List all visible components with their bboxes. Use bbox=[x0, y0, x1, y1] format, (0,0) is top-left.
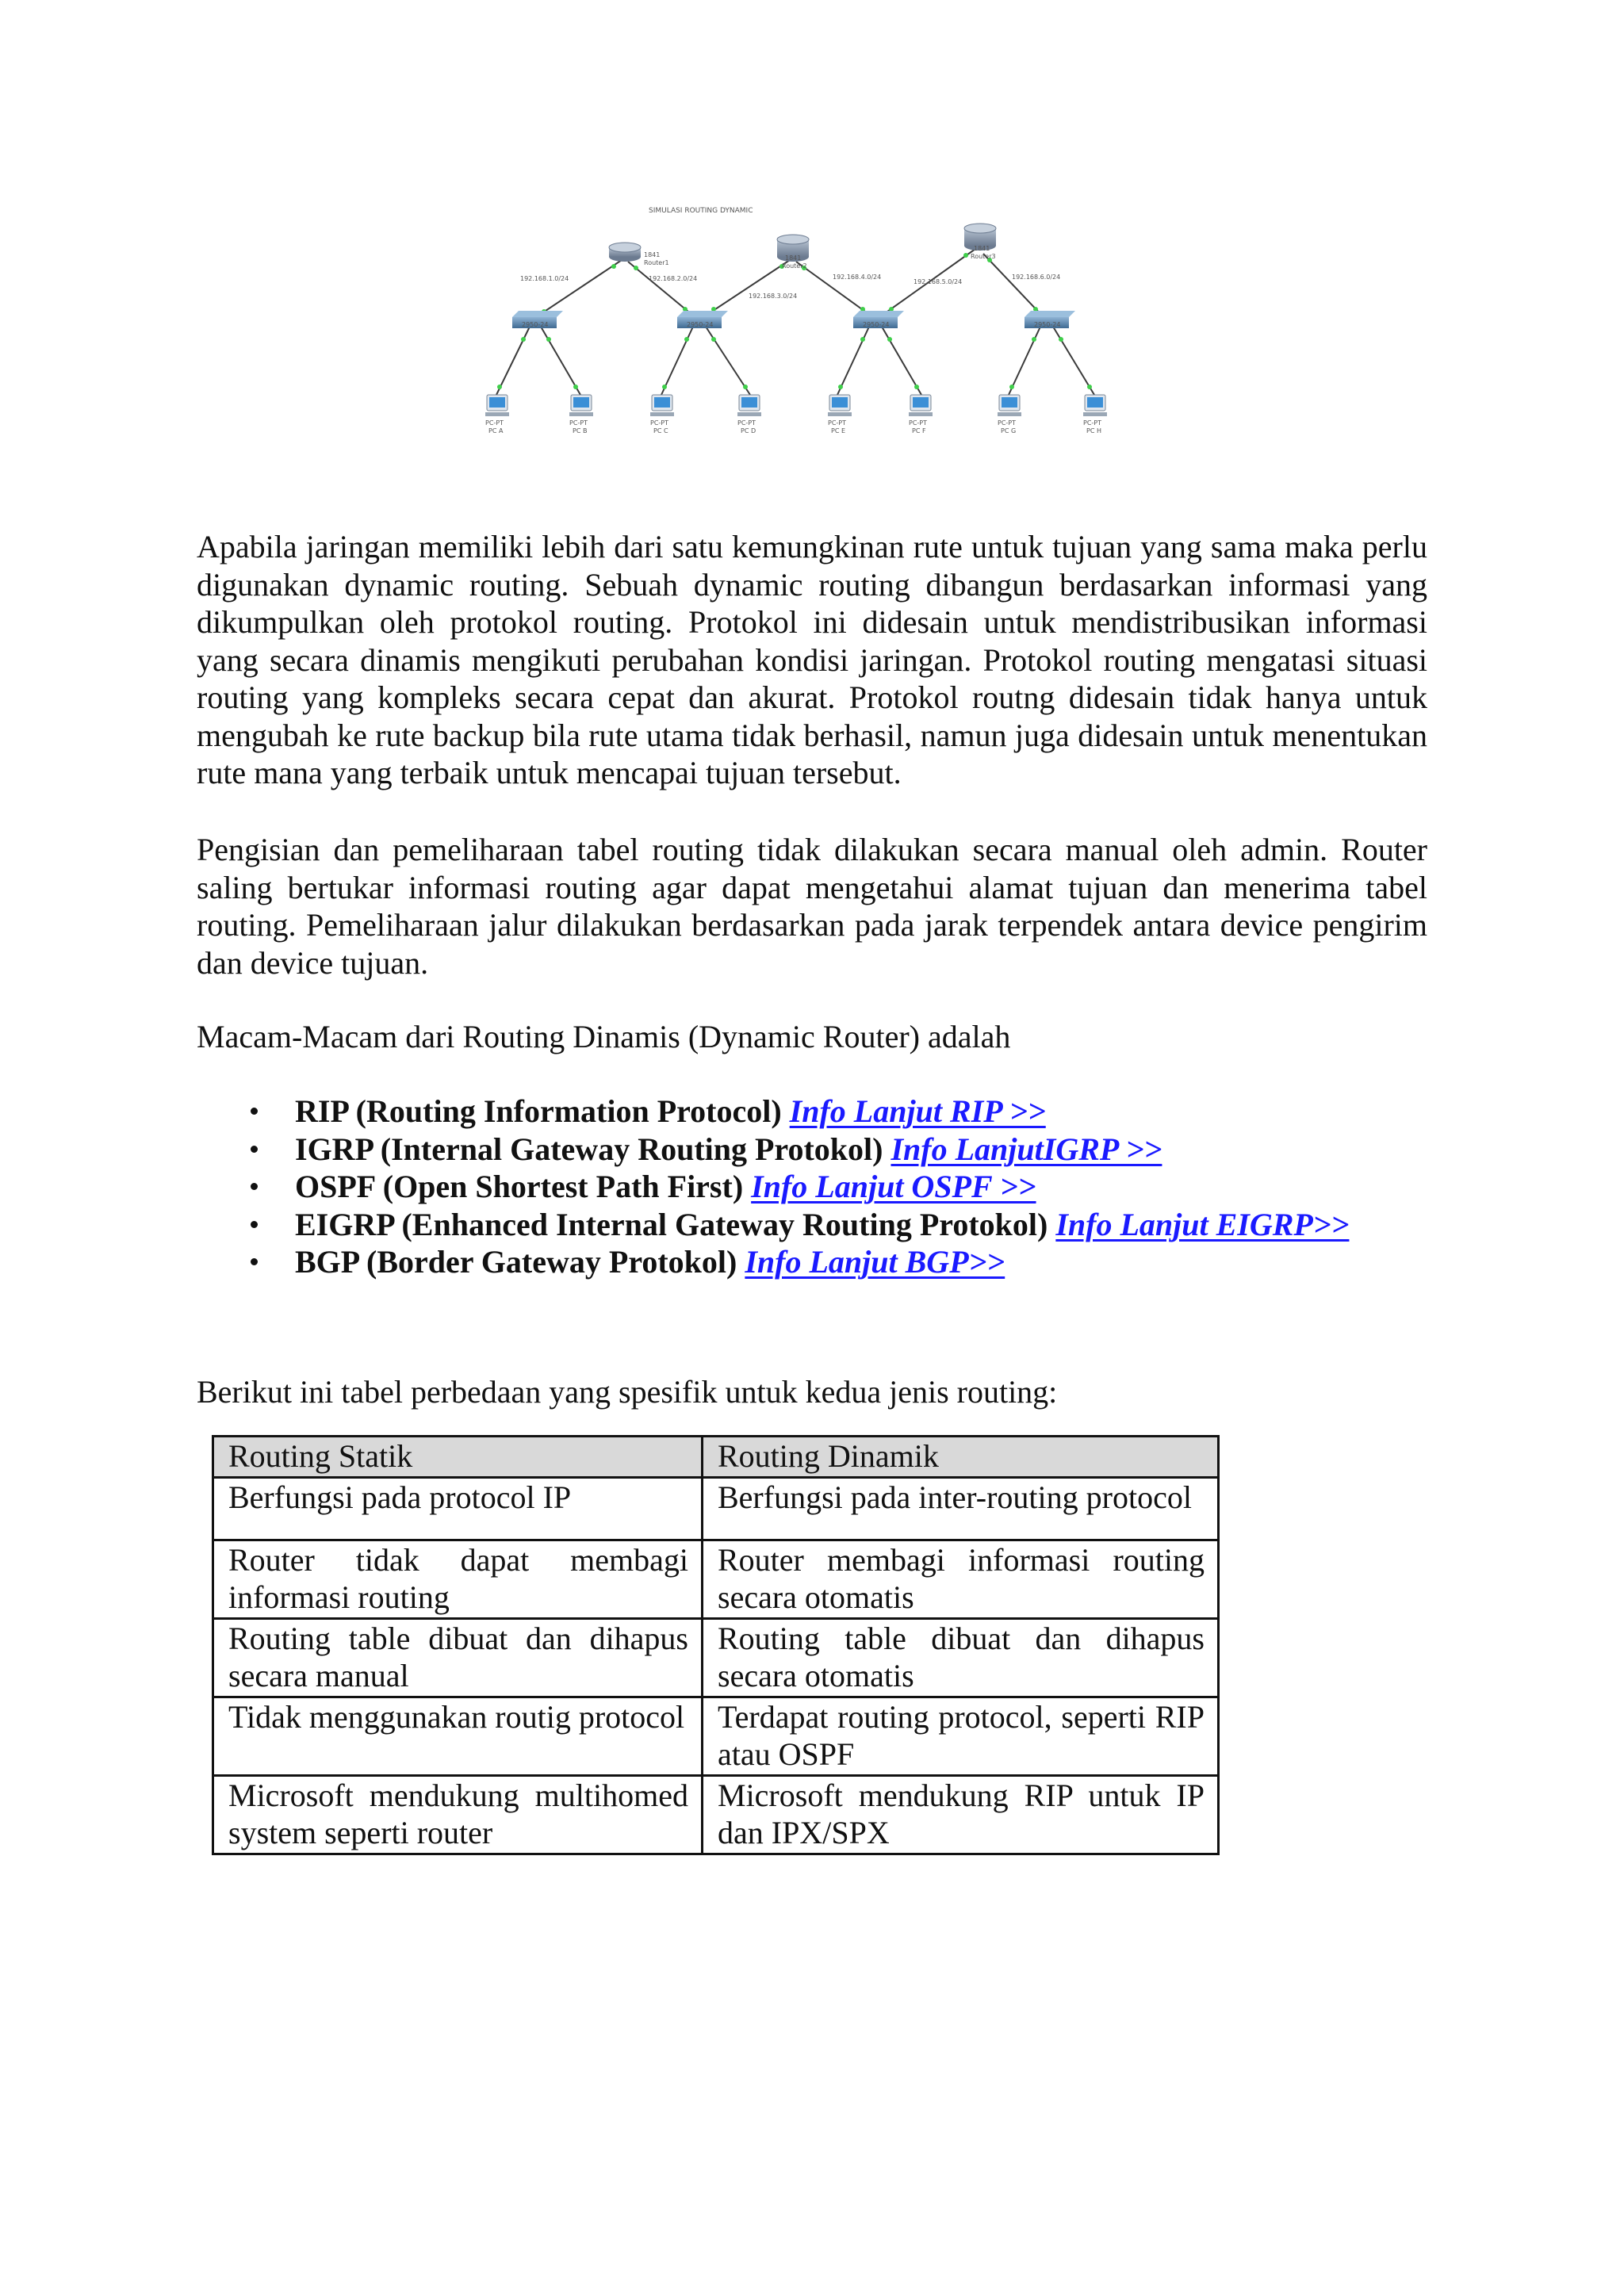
svg-text:2950-24: 2950-24 bbox=[687, 321, 714, 328]
svg-text:Router3: Router3 bbox=[971, 253, 996, 260]
table-cell: Berfungsi pada protocol IP bbox=[213, 1478, 703, 1540]
table-cell: Tidak menggunakan routig protocol bbox=[213, 1697, 703, 1776]
network-topology-figure bbox=[481, 181, 1143, 466]
bullet-icon bbox=[251, 1258, 258, 1265]
svg-text:1841: 1841 bbox=[974, 245, 990, 252]
protocol-name: OSPF (Open Shortest Path First) bbox=[295, 1169, 744, 1204]
table-row bbox=[213, 1540, 1219, 1619]
network-links bbox=[496, 249, 1094, 395]
table-cell: Microsoft mendukung multihomed system seperti router bbox=[213, 1776, 703, 1854]
info-link-rip[interactable]: Info Lanjut RIP >> bbox=[789, 1093, 1046, 1129]
router-2 bbox=[777, 235, 809, 270]
table-intro-paragraph: Berikut ini tabel perbedaan yang spesifik untuk kedua jenis routing: bbox=[197, 1374, 1058, 1410]
info-link-igrp[interactable]: Info LanjutIGRP >> bbox=[891, 1131, 1162, 1167]
table-cell: Routing table dibuat dan dihapus secara otomatis bbox=[703, 1619, 1219, 1697]
info-link-eigrp[interactable]: Info Lanjut EIGRP>> bbox=[1055, 1206, 1350, 1242]
protocol-list bbox=[197, 1093, 1465, 1281]
svg-text:PC-PT: PC-PT bbox=[650, 419, 669, 427]
svg-text:1841: 1841 bbox=[785, 254, 802, 262]
svg-text:2950-24: 2950-24 bbox=[522, 321, 549, 328]
svg-text:PC-PT: PC-PT bbox=[737, 419, 756, 427]
pc-f bbox=[909, 395, 933, 434]
info-link-ospf[interactable]: Info Lanjut OSPF >> bbox=[751, 1169, 1036, 1204]
pc-b bbox=[569, 395, 593, 434]
table-row bbox=[213, 1776, 1219, 1854]
bullet-icon bbox=[251, 1108, 258, 1115]
pc-d bbox=[737, 395, 761, 434]
svg-text:PC-PT: PC-PT bbox=[909, 419, 928, 427]
protocol-name: EIGRP (Enhanced Internal Gateway Routing Protokol) bbox=[295, 1206, 1048, 1242]
pc-c bbox=[650, 395, 674, 434]
protocol-name: RIP (Routing Information Protocol) bbox=[295, 1093, 782, 1129]
svg-text:2950-24: 2950-24 bbox=[1034, 321, 1061, 328]
table-row bbox=[213, 1697, 1219, 1776]
svg-text:PC B: PC B bbox=[573, 427, 588, 434]
bullet-icon bbox=[251, 1183, 258, 1190]
network-label: 192.168.4.0/24 bbox=[833, 274, 882, 281]
svg-text:PC C: PC C bbox=[653, 427, 668, 434]
protocol-name: BGP (Border Gateway Protokol) bbox=[295, 1244, 737, 1280]
list-item bbox=[197, 1131, 1465, 1169]
network-label: 192.168.6.0/24 bbox=[1012, 274, 1061, 281]
switch-2 bbox=[677, 311, 728, 328]
table-cell: Routing table dibuat dan dihapus secara manual bbox=[213, 1619, 703, 1697]
svg-text:PC D: PC D bbox=[741, 427, 756, 434]
list-item bbox=[197, 1168, 1465, 1206]
svg-text:PC-PT: PC-PT bbox=[569, 419, 588, 427]
list-item bbox=[197, 1243, 1465, 1281]
protocol-name: IGRP (Internal Gateway Routing Protokol) bbox=[295, 1131, 883, 1167]
network-label: 192.168.5.0/24 bbox=[914, 278, 963, 285]
network-label: 192.168.3.0/24 bbox=[749, 293, 798, 300]
info-link-bgp[interactable]: Info Lanjut BGP>> bbox=[745, 1244, 1005, 1280]
switch-3 bbox=[853, 311, 904, 328]
figure-title: SIMULASI ROUTING DYNAMIC bbox=[649, 207, 753, 215]
table-cell: Microsoft mendukung RIP untuk IP dan IPX/SPX bbox=[703, 1776, 1219, 1854]
svg-text:PC A: PC A bbox=[488, 427, 504, 434]
svg-text:1841: 1841 bbox=[644, 251, 661, 258]
table-cell: Router membagi informasi routing secara otomatis bbox=[703, 1540, 1219, 1619]
svg-text:PC-PT: PC-PT bbox=[828, 419, 847, 427]
table-cell: Berfungsi pada inter-routing protocol bbox=[703, 1478, 1219, 1540]
bullet-icon bbox=[251, 1146, 258, 1153]
switch-1 bbox=[512, 311, 563, 328]
pc-g bbox=[998, 395, 1021, 434]
table-cell: Terdapat routing protocol, seperti RIP atau OSPF bbox=[703, 1697, 1219, 1776]
table-header-cell: Routing Dinamik bbox=[703, 1437, 1219, 1478]
router-3 bbox=[964, 224, 996, 260]
svg-text:PC E: PC E bbox=[831, 427, 846, 434]
routing-table-paragraph: Pengisian dan pemeliharaan tabel routing tidak dilakukan secara manual oleh admin. Router saling bertukar informasi routing agar dapat mengetahui alamat tujuan dan menerima tabel routing. Pemeliharaan jalur dilakukan berdasarkan pada jarak terpendek antara device pengirim dan device tujuan. bbox=[197, 832, 1427, 981]
list-item bbox=[197, 1093, 1465, 1131]
svg-text:PC F: PC F bbox=[912, 427, 926, 434]
pc-h bbox=[1083, 395, 1107, 434]
table-row bbox=[213, 1619, 1219, 1697]
svg-text:Router2: Router2 bbox=[782, 262, 807, 270]
topology-diagram bbox=[481, 181, 1143, 466]
intro-paragraph: Apabila jaringan memiliki lebih dari satu kemungkinan rute untuk tujuan yang sama maka perlu digunakan dynamic routing. Sebuah dynamic routing dibangun berdasarkan informasi yang dikumpulkan oleh protokol routing. Protokol ini didesain untuk mendistribusikan informasi yang secara dinamis mengikuti perubahan kondisi jaringan. Protokol routing mengatasi situasi routing yang kompleks secara cepat dan akurat. Protokol routng didesain tidak hanya untuk mengubah ke rute backup bila rute utama tidak berhasil, namun juga didesain untuk menentukan rute mana yang terbaik untuk mencapai tujuan tersebut. bbox=[197, 529, 1427, 790]
network-label: 192.168.2.0/24 bbox=[649, 275, 698, 282]
pc-e bbox=[828, 395, 852, 434]
svg-text:PC-PT: PC-PT bbox=[998, 419, 1017, 427]
types-intro-paragraph: Macam-Macam dari Routing Dinamis (Dynamic Router) adalah bbox=[197, 1019, 1011, 1054]
svg-text:2950-24: 2950-24 bbox=[863, 321, 890, 328]
network-label: 192.168.1.0/24 bbox=[520, 275, 569, 282]
bullet-icon bbox=[251, 1221, 258, 1228]
table-header-cell: Routing Statik bbox=[213, 1437, 703, 1478]
svg-text:PC-PT: PC-PT bbox=[1083, 419, 1102, 427]
svg-text:Router1: Router1 bbox=[644, 259, 669, 266]
table-row bbox=[213, 1478, 1219, 1540]
routing-comparison-table bbox=[212, 1435, 1220, 1855]
table-header-row bbox=[213, 1437, 1219, 1478]
pc-a bbox=[485, 395, 509, 434]
list-item bbox=[197, 1206, 1465, 1244]
switch-4 bbox=[1025, 311, 1075, 328]
svg-text:PC G: PC G bbox=[1001, 427, 1017, 434]
svg-text:PC H: PC H bbox=[1086, 427, 1101, 434]
svg-text:PC-PT: PC-PT bbox=[485, 419, 504, 427]
table-cell: Router tidak dapat membagi informasi routing bbox=[213, 1540, 703, 1619]
